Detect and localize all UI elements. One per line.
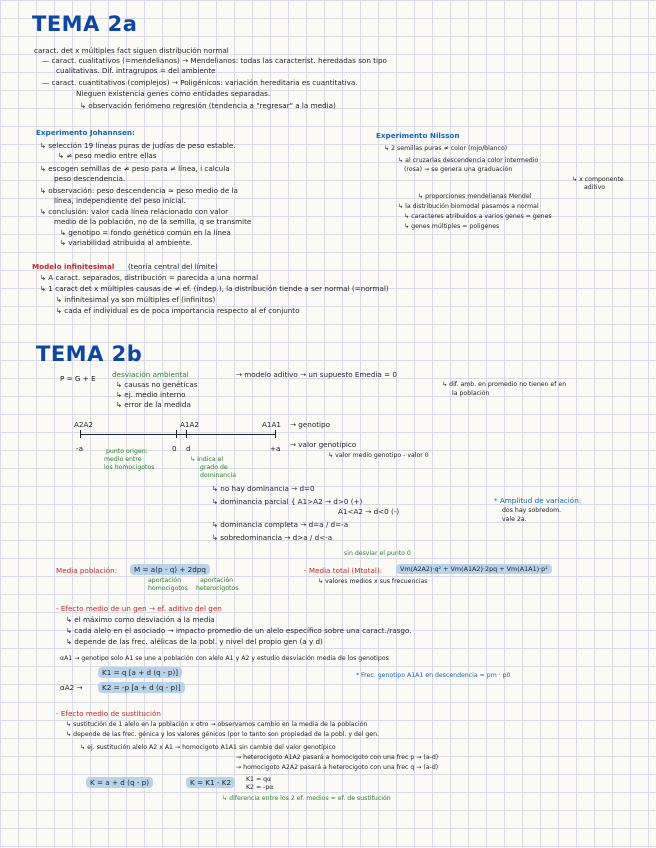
scale-tick [80, 430, 81, 438]
infinitesimal-line: ↳ 1 caract det x múltiples causas de ≠ ef. (indep.), la distribución tiende a ser normal (=normal) [40, 284, 389, 293]
johannsen-line: ↳ ≠ peso medio entre ellas [58, 151, 157, 160]
dominance-case: ↳ no hay dominancia → d=0 [212, 484, 315, 493]
tema-2a-title: TEMA 2a [32, 12, 138, 36]
genotype-a1a1: A1A1 [262, 420, 281, 429]
aportacion-note: aportación [200, 577, 234, 584]
scale-zero: 0 [172, 444, 177, 453]
sustitucion-eq-note: K1 = qα [246, 776, 272, 783]
amplitud-note: dos hay sobredom. [502, 507, 562, 514]
dif-amb-note-2: la población [452, 390, 490, 397]
genotype-scale-line [80, 434, 276, 435]
johannsen-line: ↳ selección 19 líneas puras de judías de peso estable. [40, 141, 236, 150]
sustitucion-line: ↳ depende de las frec. génica y los valores génicos (por lo tanto son propiedad de la pobl. y del gen. [66, 731, 380, 738]
nilsson-line: ↳ proporciones mendelianas Mendel [418, 193, 532, 200]
indica-note: dominancia [200, 472, 237, 479]
cualitativos-line: — caract. cualitativos (=mendelianos) → Mendelianos: todas las caracterist. heredadas son tipo [42, 56, 387, 65]
nilsson-line: ↳ x componente [572, 176, 624, 183]
johannsen-line: ↳ variabilidad atribuida al ambiente. [60, 238, 193, 247]
infinitesimal-line: ↳ cada ef individual es de poca importancia respecto al ef conjunto [56, 306, 300, 315]
scale-tick [186, 430, 187, 438]
efecto-medio-line: ↳ cada alelo en el asociado → impacto promedio de un alelo específico sobre una caract./rasgo. [66, 626, 412, 635]
nilsson-line: ↳ al cruzarlas descendencia color intermedio [398, 157, 539, 164]
johannsen-line: ↳ escogen semillas de ≠ peso para ≠ línea, i calcula [40, 164, 230, 173]
scale-pos-a: +a [270, 444, 281, 453]
efecto-medio-heading: - Efecto medio de un gen → ef. aditivo del gen [56, 604, 222, 613]
johannsen-line: ↳ genotipo = fondo genético común en la línea [60, 228, 231, 237]
punto-origen-note: punto origen: [106, 448, 148, 455]
p-equation: P = G + E [60, 374, 96, 383]
media-poblacion-equation: M = a(p - q) + 2dpq [130, 564, 210, 575]
johannsen-line: peso descendencia. [54, 174, 126, 183]
nilsson-heading: Experimento Nilsson [376, 131, 460, 140]
aportacion-note: heterocigotos [196, 585, 239, 592]
punto-origen-note: los homocigotos [104, 464, 155, 471]
genotipo-label: → genotipo [290, 420, 331, 429]
aportacion-note: homocigotos [148, 585, 188, 592]
env-cause: ↳ causas no genéticas [116, 380, 198, 389]
dominance-case: ↳ sobredominancia → d>a / d<-a [212, 533, 333, 542]
dominance-case: A1<A2 → d<0 (-) [338, 507, 400, 516]
sustitucion-equation: K = a + d (q - p) [86, 777, 153, 788]
nilsson-line: ↳ genes múltiples = poligenes [404, 223, 500, 230]
nilsson-line: ↳ caracteres atribuidos a varios genes = genes [404, 213, 552, 220]
indica-note: grado de [200, 464, 228, 471]
scale-tick [275, 430, 276, 438]
media-total-label: - Media total (Mtotal): [304, 566, 383, 575]
infinitesimal-line: ↳ infinitesimal ya son múltiples ef (infinitos) [56, 295, 216, 304]
sustitucion-line: ↳ sustitución de 1 alelo en la población x otro → observamos cambio en la media de la población [66, 721, 368, 728]
aportacion-note: aportación [148, 577, 182, 584]
dif-amb-note: ↳ dif. amb. en promedio no tienen ef en [442, 381, 567, 388]
media-total-equation: Vm(A2A2)·q² + Vm(A1A2)·2pq + Vm(A1A1)·p² [396, 564, 552, 574]
infinitesimal-heading: Modelo infinitesimal [32, 262, 115, 271]
efecto-medio-line: αA1 → genotipo solo A1 se une a población con alelo A1 y A2 y estudio desviación media de los genotipos [60, 655, 389, 662]
genotype-a2a2: A2A2 [74, 420, 93, 429]
additive-model: → modelo aditivo → un supuesto Emedia = 0 [236, 370, 397, 379]
punto-origen-note: medio entre [104, 456, 142, 463]
media-poblacion-label: Media población: [56, 566, 118, 575]
intro-line: caract. det x múltiples fact siguen distribución normal [34, 46, 229, 55]
frec-genotipo-note: * Frec. genotipo A1A1 en descendencia = pm · p0 [356, 672, 511, 679]
nilsson-line: aditivo [584, 184, 606, 191]
cuantitativos-line-2: Nieguen existencia genes como entidades separadas. [76, 89, 271, 98]
regresion-line: ↳ observación fenómeno regresión (tendencia a "regresar" a la media) [80, 101, 336, 110]
valor-medio-note: ↳ valor medio genotipo - valor 0 [328, 452, 429, 459]
dominance-case: ↳ dominancia completa → d=a / d=-a [212, 520, 349, 529]
sustitucion-eq-note: K2 = -pα [246, 784, 274, 791]
valor-genotipico-label: → valor genotípico [290, 440, 357, 449]
amplitud-note: vale 2a. [502, 516, 527, 523]
johannsen-line: línea, independiente del peso inicial. [54, 196, 186, 205]
johannsen-line: ↳ conclusión: valor cada línea relacionado con valor [40, 207, 229, 216]
cualitativos-line-2: cualitativas. Dif. intragrupos = del ambiente [56, 66, 216, 75]
sustitucion-line: → homocigoto A2A2 pasará a heterocigoto con una frec q → (a-d) [236, 764, 439, 771]
tema-2b-title: TEMA 2b [36, 342, 143, 366]
indica-note: ↳ indica el [190, 456, 224, 463]
nilsson-line: ↳ la distribución biomodal pasamos a normal [398, 203, 539, 210]
sin-desviar-note: sin desviar el punto 0 [344, 550, 411, 557]
alpha-a2-equation: K2 = -p [a + d (q - p)] [98, 682, 185, 693]
alpha-a2-label: αA2 → [60, 683, 83, 692]
johannsen-heading: Experimento Johannsen: [36, 128, 135, 137]
env-cause: ↳ ej. medio interno [116, 390, 186, 399]
efecto-medio-line: ↳ el máximo como desviación a la media [66, 615, 215, 624]
sustitucion-line: ↳ ej. sustitución alelo A2 x A1 → homocigoto A1A1 sin cambio del valor genotípico [80, 744, 336, 751]
amplitud-note: * Amplitud de variación: [494, 496, 582, 505]
dominance-case: ↳ dominancia parcial { A1>A2 → d>0 (+) [212, 497, 363, 506]
nilsson-line: ↳ 2 semillas puras ≠ color (rojo/blanco) [384, 145, 508, 152]
cuantitativos-line: — caract. cuantitativos (complejos) → Poligénicos: variación hereditaria es cuantitativa. [42, 78, 358, 87]
infinitesimal-heading-note: (teoría central del límite) [128, 262, 218, 271]
sustitucion-equation-2: K = K1 - K2 [186, 777, 235, 788]
johannsen-line: medio de la población, no de la semilla, q se transmite [54, 217, 252, 226]
media-total-note: ↳ valores medios x sus frecuencias [318, 578, 428, 585]
scale-neg-a: -a [76, 444, 83, 453]
sustitucion-heading: - Efecto medio de sustitución [56, 709, 161, 718]
infinitesimal-line: ↳ A caract. separados, distribución = parecida a una normal [40, 273, 259, 282]
genotype-a1a2: A1A2 [180, 420, 199, 429]
sustitucion-line: → heterocigoto A1A2 pasará a homocigoto con una frec p → (a-d) [236, 754, 439, 761]
scale-tick [176, 430, 177, 438]
efecto-medio-line: ↳ depende de las frec. alélicas de la pobl. y nivel del propio gen (a y d) [66, 637, 323, 646]
nilsson-line: (rosa) → se genera una graduación [404, 166, 513, 173]
johannsen-line: ↳ observación: peso descendencia ≈ peso medio de la [40, 186, 238, 195]
scale-d: d [186, 444, 191, 453]
sustitucion-footnote: ↳ diferencia entre los 2 ef. medios = ef. de sustitución [222, 795, 391, 802]
env-cause: ↳ error de la medida [116, 400, 191, 409]
env-deviation-label: desviación ambiental [112, 370, 189, 379]
alpha-a1-equation: K1 = q [a + d (q - p)] [98, 667, 182, 678]
